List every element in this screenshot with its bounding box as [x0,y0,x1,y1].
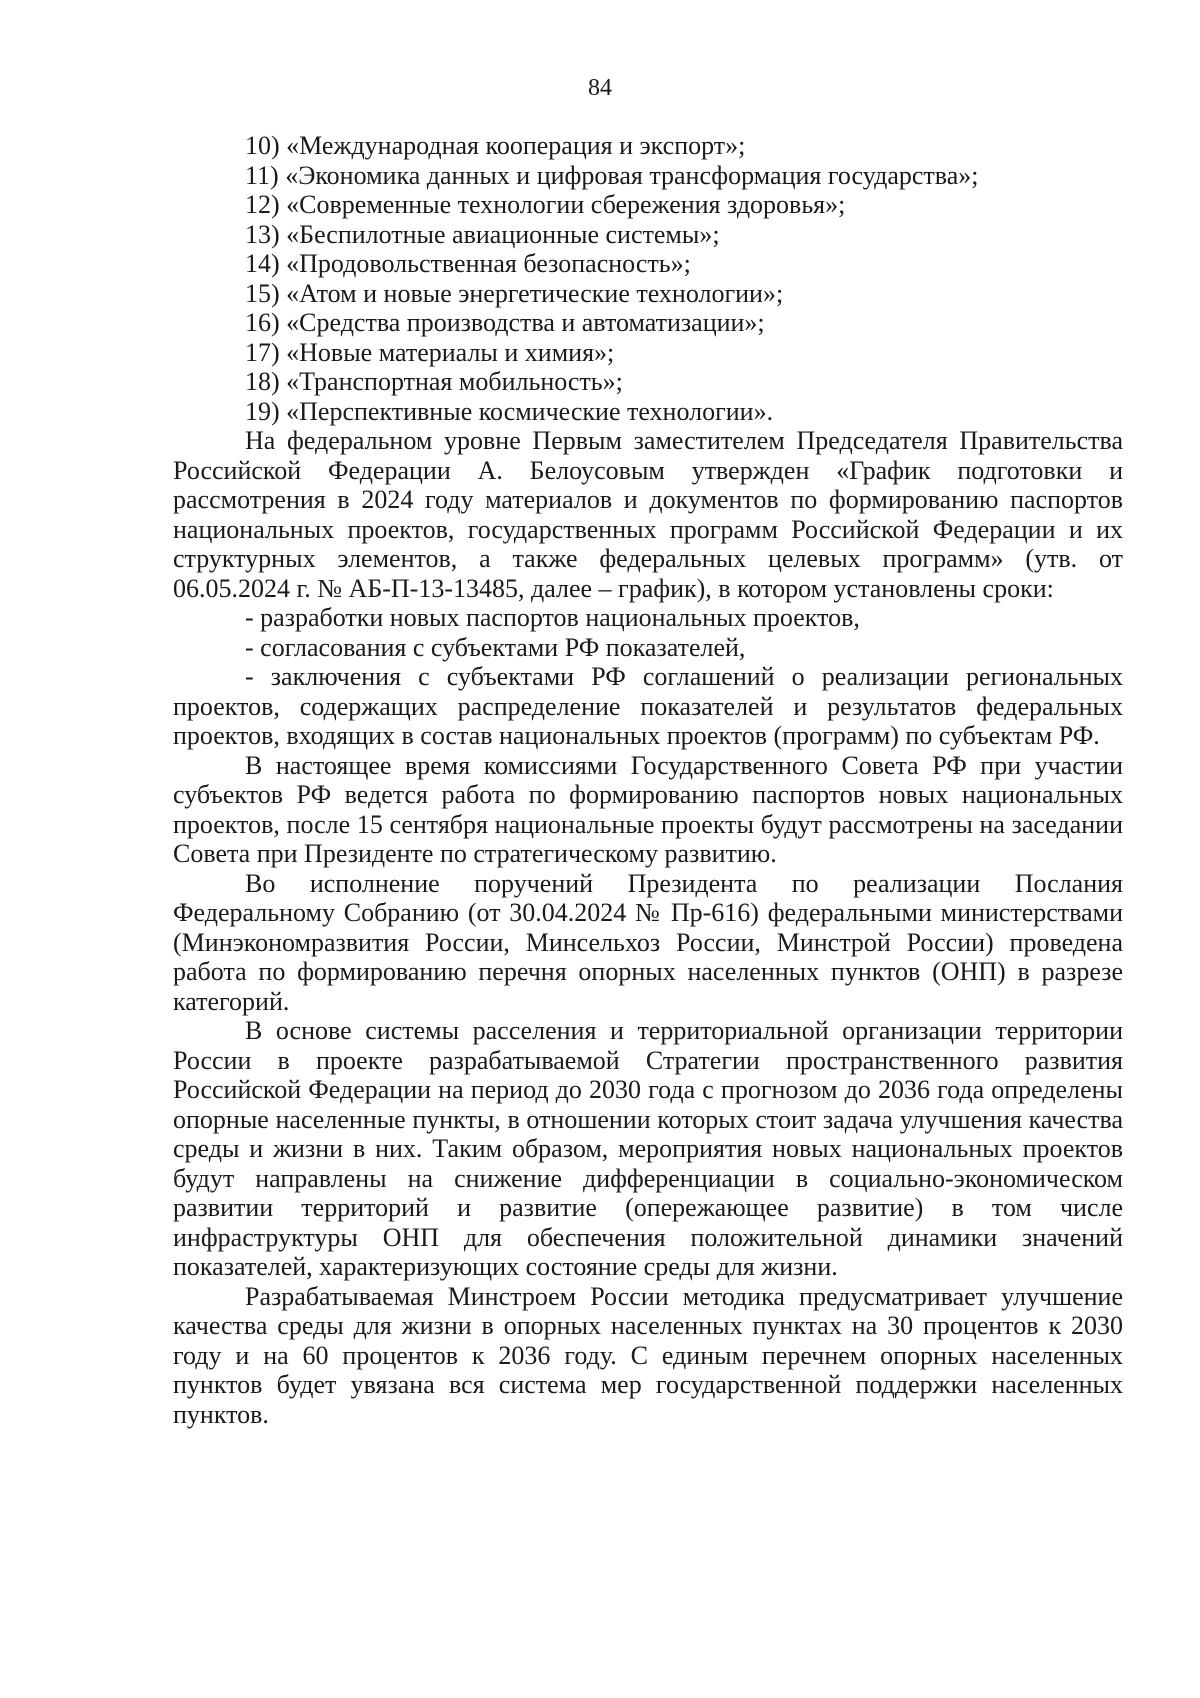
dash-list-item: - согласования с субъектами РФ показателей, [245,632,746,662]
national-projects-list [173,131,1123,426]
page-number: 84 [588,75,612,101]
schedule-deadlines-list [173,603,1123,751]
list-item: 10) «Международная кооперация и экспорт»; [245,131,746,160]
list-item: 14) «Продовольственная безопасность»; [245,249,691,278]
list-item: 16) «Средства производства и автоматизации»; [245,308,765,337]
dash-list-item: - заключения с субъектами РФ соглашений о реализации региональных проектов, содержащих распределение показателей и результатов федеральных проектов, входящих в состав национальных проектов (программ) по субъектам РФ. [173,662,1123,750]
list-item: 13) «Беспилотные авиационные системы»; [245,219,720,249]
list-item: 19) «Перспективные космические технологии». [245,396,774,426]
document-body [173,131,1123,1429]
paragraph-schedule: На федеральном уровне Первым заместителем Председателя Правительства Российской Федерации А. Белоусовым утвержден «График подготовки и рассмотрения в 2024 году материалов и документов по формированию паспортов национальных проектов, государственных программ Российской Федерации и их структурных элементов, а также федеральных целевых программ» (утв. от 06.05.2024 г. № АБ-П-13-13485, далее – график), в котором установлены сроки: [173,426,1123,603]
list-item: 17) «Новые материалы и химия»; [245,337,615,367]
paragraph-methodology: Разрабатываемая Минстроем России методика предусматривает улучшение качества среды для жизни в опорных населенных пунктах на 30 процентов к 2030 году и на 60 процентов к 2036 году. С единым перечнем опорных населенных пунктов будет увязана вся система мер государственной поддержки населенных пунктов. [173,1281,1123,1429]
paragraph-strategy: В основе системы расселения и территориальной организации территории России в проекте разрабатываемой Стратегии пространственного развития Российской Федерации на период до 2030 года с прогнозом до 2036 года определены опорные населенные пункты, в отношении которых стоит задача улучшения качества среды и жизни в них. Таким образом, мероприятия новых национальных проектов будут направлены на снижение дифференциации в социально-экономическом развитии территорий и развитие (опережающее развитие) в том числе инфраструктуры ОНП для обеспечения положительной динамики значений показателей, характеризующих состояние среды для жизни. [173,1016,1123,1281]
list-item: 11) «Экономика данных и цифровая трансформация государства»; [245,160,979,190]
list-item: 18) «Транспортная мобильность»; [245,367,623,396]
paragraph-onp: Во исполнение поручений Президента по реализации Послания Федеральному Собранию (от 30.04.2024 № Пр-616) федеральными министерствами (Минэкономразвития России, Минсельхоз России, Минстрой России) проведена работа по формированию перечня опорных населенных пунктов (ОНП) в разрезе категорий. [173,868,1123,1016]
list-item: 15) «Атом и новые энергетические технологии»; [245,278,784,308]
dash-list-item: - разработки новых паспортов национальных проектов, [245,603,860,632]
paragraph-state-council: В настоящее время комиссиями Государственного Совета РФ при участии субъектов РФ ведется работа по формированию паспортов новых национальных проектов, после 15 сентября национальные проекты будут рассмотрены на заседании Совета при Президенте по стратегическому развитию. [173,750,1123,868]
list-item: 12) «Современные технологии сбережения здоровья»; [245,190,846,219]
